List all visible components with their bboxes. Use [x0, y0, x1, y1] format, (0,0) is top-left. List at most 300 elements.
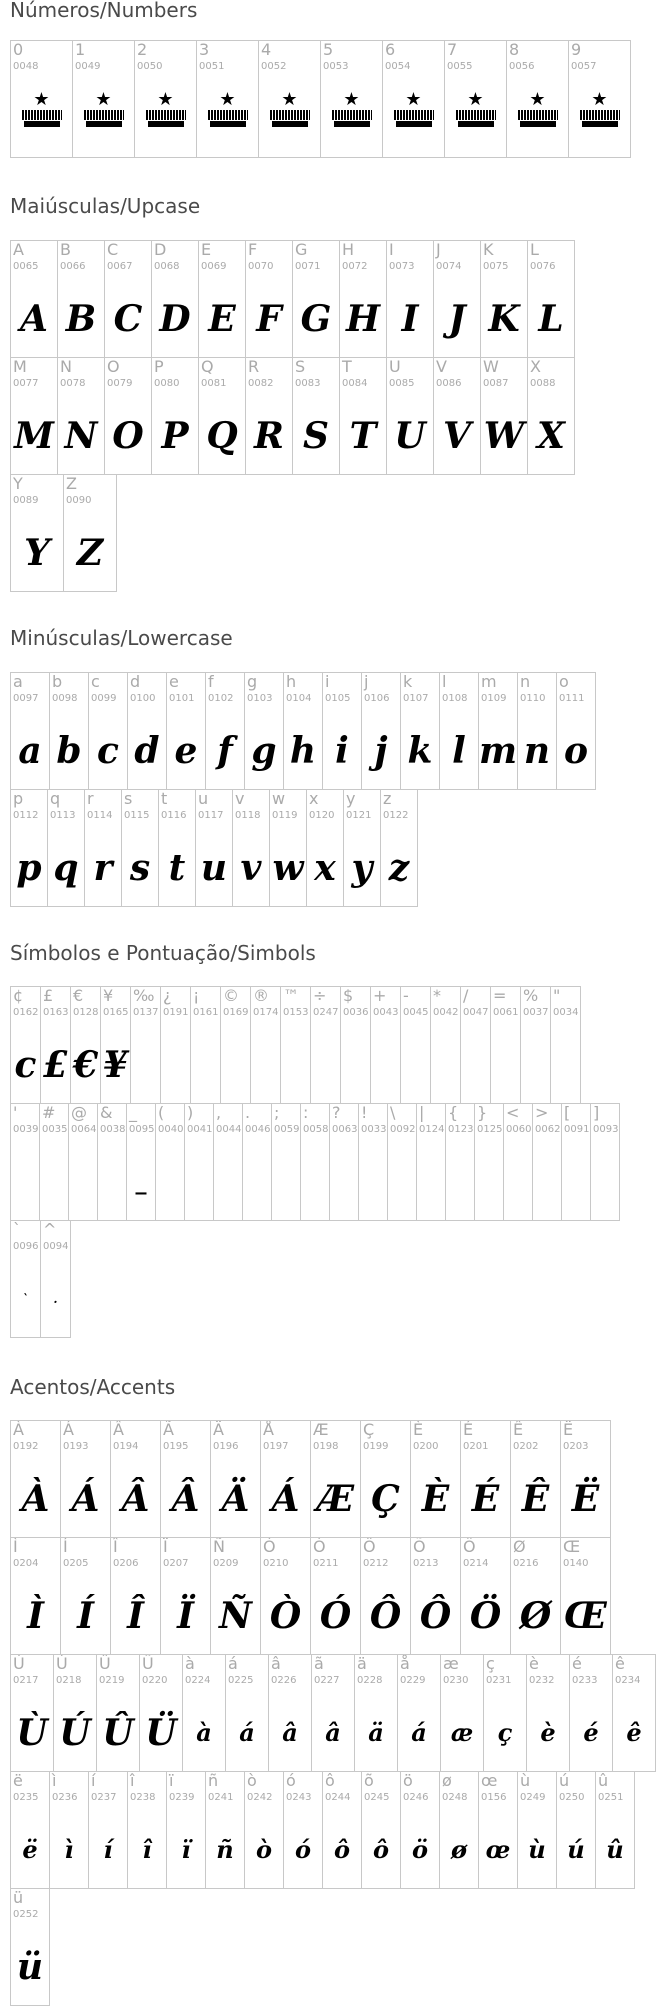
glyph-code-label: 0100	[130, 693, 156, 704]
glyph-code-label: 0075	[483, 261, 509, 272]
glyph-code-label: 0196	[213, 1441, 239, 1452]
glyph-sample: x	[314, 847, 336, 889]
glyph-char-label: ¿	[163, 986, 172, 1005]
glyph-sample: C	[113, 298, 143, 340]
glyph-char-label: ,	[216, 1103, 222, 1122]
glyph-char-label: C	[107, 240, 119, 259]
glyph-cell	[532, 1103, 562, 1221]
glyph-code-label: 0140	[563, 1558, 589, 1569]
glyph-sample: t	[168, 847, 186, 889]
glyph-char-label: 5	[323, 40, 334, 59]
glyph-char-label: ê	[615, 1654, 625, 1673]
glyph-char-label: E	[201, 240, 212, 259]
glyph-code-label: 0039	[13, 1124, 39, 1135]
glyph-sample: Â	[121, 1478, 150, 1520]
glyph-char-label: Û	[99, 1654, 111, 1673]
glyph-sample: ó	[294, 1835, 311, 1864]
glyph-cell	[430, 986, 461, 1104]
glyph-code-label: 0203	[563, 1441, 589, 1452]
glyph-sample: Ñ	[219, 1595, 252, 1637]
glyph-char-label: $	[343, 986, 354, 1005]
glyph-cell	[134, 40, 197, 158]
glyph-cell	[595, 1771, 635, 1889]
glyph-sample: î	[142, 1835, 152, 1864]
glyph-char-label: ø	[442, 1771, 452, 1790]
glyph-code-label: 0099	[91, 693, 117, 704]
glyph-char-label: I	[389, 240, 394, 259]
glyph-cell	[10, 240, 58, 358]
glyph-cell	[60, 1420, 111, 1538]
glyph-sample: A	[20, 298, 48, 340]
glyph-cell	[184, 1103, 214, 1221]
glyph-char-label: L	[530, 240, 539, 259]
glyph-code-label: 0066	[60, 261, 86, 272]
glyph-cell	[104, 357, 152, 475]
star-logo-icon: ★	[204, 91, 252, 135]
glyph-sample: Ô	[369, 1595, 402, 1637]
glyph-sample: c	[97, 730, 119, 772]
glyph-cell	[10, 672, 50, 790]
glyph-cell	[10, 789, 48, 907]
glyph-cell	[10, 1420, 61, 1538]
glyph-sample: Ó	[319, 1595, 352, 1637]
glyph-char-label: Ò	[263, 1537, 276, 1556]
glyph-char-label: ]	[593, 1103, 600, 1122]
glyph-sample: _	[135, 1169, 147, 1195]
glyph-code-label: 0128	[73, 1007, 99, 1018]
glyph-code-label: 0220	[142, 1675, 168, 1686]
glyph-code-label: 0080	[154, 378, 180, 389]
glyph-cell	[88, 672, 128, 790]
glyph-cell	[182, 1654, 226, 1772]
glyph-char-label: ë	[13, 1771, 23, 1790]
star-logo-icon: ★	[80, 91, 128, 135]
glyph-char-label: t	[161, 789, 168, 808]
glyph-char-label: c	[91, 672, 100, 691]
glyph-cell	[10, 357, 58, 475]
glyph-cell	[440, 1654, 484, 1772]
glyph-code-label: 0120	[309, 810, 335, 821]
glyph-code-label: 0036	[343, 1007, 369, 1018]
glyph-sample: j	[374, 730, 388, 772]
glyph-char-label: î	[130, 1771, 135, 1790]
glyph-sample: â	[325, 1718, 341, 1747]
glyph-char-label: k	[403, 672, 413, 691]
glyph-code-label: 0228	[357, 1675, 383, 1686]
glyph-code-label: 0162	[13, 1007, 39, 1018]
glyph-cell	[510, 1537, 561, 1655]
glyph-code-label: 0102	[208, 693, 234, 704]
glyph-cell	[245, 357, 293, 475]
glyph-char-label: Ü	[142, 1654, 154, 1673]
glyph-cell	[190, 986, 221, 1104]
glyph-code-label: 0037	[523, 1007, 549, 1018]
glyph-char-label: £	[43, 986, 54, 1005]
glyph-char-label: Ô	[363, 1537, 376, 1556]
star-logo-icon: ★	[514, 91, 562, 135]
glyph-char-label: i	[325, 672, 330, 691]
glyph-code-label: 0218	[56, 1675, 82, 1686]
glyph-cell	[269, 789, 307, 907]
glyph-sample: h	[289, 730, 317, 772]
glyph-char-label: €	[73, 986, 84, 1005]
glyph-sample: b	[56, 730, 82, 772]
glyph-code-label: 0054	[385, 61, 411, 72]
glyph-cell	[258, 40, 321, 158]
glyph-char-label: .	[245, 1103, 251, 1122]
glyph-code-label: 0049	[75, 61, 101, 72]
glyph-cell	[590, 1103, 620, 1221]
glyph-char-label: m	[481, 672, 497, 691]
glyph-code-label: 0174	[253, 1007, 279, 1018]
glyph-code-label: 0038	[100, 1124, 126, 1135]
glyph-cell	[10, 1888, 50, 2006]
glyph-code-label: 0113	[50, 810, 76, 821]
glyph-code-label: 0056	[509, 61, 535, 72]
glyph-sample: s	[129, 847, 151, 889]
glyph-code-label: 0065	[13, 261, 39, 272]
glyph-code-label: 0216	[513, 1558, 539, 1569]
glyph-char-label: ñ	[208, 1771, 219, 1790]
glyph-sample: ü	[16, 1946, 44, 1988]
glyph-char-label: |	[419, 1103, 425, 1122]
glyph-sample: y	[351, 847, 373, 889]
glyph-sample: n	[523, 730, 551, 772]
glyph-sample: N	[64, 415, 98, 457]
glyph-code-label: 0153	[283, 1007, 309, 1018]
glyph-char-label: g	[247, 672, 258, 691]
glyph-sample: v	[240, 847, 262, 889]
glyph-code-label: 0086	[436, 378, 462, 389]
glyph-char-label: h	[286, 672, 297, 691]
glyph-char-label: ^	[43, 1220, 57, 1239]
glyph-cell	[49, 672, 89, 790]
glyph-char-label: Í	[63, 1537, 68, 1556]
glyph-cell	[244, 672, 284, 790]
glyph-sample: M	[14, 415, 54, 457]
glyph-char-label: !	[361, 1103, 368, 1122]
glyph-char-label: Ì	[13, 1537, 18, 1556]
glyph-cell	[550, 986, 581, 1104]
glyph-code-label: 0108	[442, 693, 468, 704]
glyph-code-label: 0041	[187, 1124, 213, 1135]
glyph-code-label: 0035	[42, 1124, 68, 1135]
glyph-sample: W	[483, 415, 525, 457]
glyph-cell	[360, 1537, 411, 1655]
glyph-char-label: "	[553, 986, 561, 1005]
glyph-sample: æ	[450, 1718, 474, 1747]
glyph-cell	[520, 986, 551, 1104]
glyph-cell	[97, 1103, 127, 1221]
glyph-sample: .	[53, 1292, 58, 1306]
glyph-code-label: 0169	[223, 1007, 249, 1018]
glyph-char-label: d	[130, 672, 141, 691]
glyph-sample: Ì	[27, 1595, 44, 1637]
glyph-sample: Ú	[59, 1712, 91, 1754]
glyph-sample: í	[103, 1835, 113, 1864]
star-logo-icon: ★	[18, 91, 66, 135]
glyph-code-label: 0050	[137, 61, 163, 72]
glyph-code-label: 0195	[163, 1441, 189, 1452]
glyph-code-label: 0094	[43, 1241, 69, 1252]
glyph-sample: m	[479, 730, 518, 772]
glyph-char-label: :	[303, 1103, 309, 1122]
glyph-code-label: 0093	[593, 1124, 619, 1135]
glyph-code-label: 0122	[383, 810, 409, 821]
glyph-cell	[460, 1420, 511, 1538]
glyph-sample: ¥	[102, 1044, 129, 1086]
glyph-sample: Ä	[221, 1478, 250, 1520]
glyph-code-label: 0241	[208, 1792, 234, 1803]
glyph-char-label: D	[154, 240, 167, 259]
glyph-sample: â	[282, 1718, 298, 1747]
glyph-sample: é	[583, 1718, 599, 1747]
glyph-cell	[166, 672, 206, 790]
glyph-code-label: 0219	[99, 1675, 125, 1686]
glyph-cell	[53, 1654, 97, 1772]
glyph-char-label: n	[520, 672, 531, 691]
glyph-cell	[57, 357, 105, 475]
glyph-cell	[310, 1420, 361, 1538]
glyph-sample: Ö	[469, 1595, 502, 1637]
glyph-char-label: é	[572, 1654, 582, 1673]
glyph-sample: T	[349, 415, 377, 457]
glyph-code-label: 0059	[274, 1124, 300, 1135]
glyph-cell	[503, 1103, 533, 1221]
glyph-sample: €	[72, 1044, 99, 1086]
glyph-code-label: 0062	[535, 1124, 561, 1135]
glyph-cell	[88, 1771, 128, 1889]
glyph-char-label: ¥	[103, 986, 114, 1005]
glyph-char-label: -	[403, 986, 409, 1005]
glyph-cell	[260, 1420, 311, 1538]
glyph-code-label: 0063	[332, 1124, 358, 1135]
glyph-code-label: 0052	[261, 61, 287, 72]
glyph-char-label: x	[309, 789, 319, 808]
upcase-grid	[10, 240, 655, 591]
glyph-cell	[250, 986, 281, 1104]
glyph-cell	[517, 1771, 557, 1889]
glyph-char-label: Ú	[56, 1654, 68, 1673]
glyph-cell	[210, 1420, 261, 1538]
glyph-sample: H	[345, 298, 380, 340]
glyph-code-label: 0055	[447, 61, 473, 72]
glyph-sample: l	[452, 730, 466, 772]
glyph-char-label: V	[436, 357, 447, 376]
glyph-char-label: X	[530, 357, 541, 376]
glyph-code-label: 0225	[228, 1675, 254, 1686]
glyph-code-label: 0163	[43, 1007, 69, 1018]
glyph-cell	[40, 1220, 71, 1338]
glyph-sample: á	[239, 1718, 255, 1747]
glyph-sample: Œ	[564, 1595, 607, 1637]
glyph-code-label: 0251	[598, 1792, 624, 1803]
glyph-sample: o	[563, 730, 588, 772]
glyph-char-label: õ	[364, 1771, 374, 1790]
glyph-code-label: 0083	[295, 378, 321, 389]
glyph-code-label: 0047	[463, 1007, 489, 1018]
glyph-cell	[439, 1771, 479, 1889]
glyph-code-label: 0201	[463, 1441, 489, 1452]
lowercase-grid	[10, 672, 655, 906]
glyph-code-label: 0068	[154, 261, 180, 272]
glyph-cell	[382, 40, 445, 158]
glyph-char-label: f	[208, 672, 214, 691]
glyph-char-label: w	[272, 789, 286, 808]
glyph-code-label: 0071	[295, 261, 321, 272]
glyph-sample: Î	[127, 1595, 144, 1637]
glyph-code-label: 0121	[346, 810, 372, 821]
glyph-cell	[220, 986, 251, 1104]
glyph-char-label: s	[124, 789, 133, 808]
glyph-char-label: ò	[247, 1771, 257, 1790]
glyph-sample: r	[93, 847, 113, 889]
glyph-char-label: Å	[263, 1420, 274, 1439]
glyph-code-label: 0194	[113, 1441, 139, 1452]
glyph-cell	[244, 1771, 284, 1889]
glyph-sample: ò	[255, 1835, 272, 1864]
glyph-cell	[196, 40, 259, 158]
glyph-char-label: ï	[169, 1771, 174, 1790]
glyph-cell	[311, 1654, 355, 1772]
glyph-char-label: 4	[261, 40, 272, 59]
glyph-char-label: À	[13, 1420, 24, 1439]
glyph-code-label: 0101	[169, 693, 195, 704]
glyph-char-label: ú	[559, 1771, 570, 1790]
glyph-cell	[410, 1420, 461, 1538]
glyph-code-label: 0198	[313, 1441, 339, 1452]
glyph-cell	[400, 672, 440, 790]
glyph-char-label: 8	[509, 40, 520, 59]
glyph-cell	[478, 672, 518, 790]
glyph-char-label: #	[42, 1103, 56, 1122]
glyph-sample: G	[300, 298, 332, 340]
glyph-char-label: v	[235, 789, 245, 808]
glyph-cell	[121, 789, 159, 907]
glyph-cell	[360, 1420, 411, 1538]
glyph-cell	[397, 1654, 441, 1772]
glyph-code-label: 0040	[158, 1124, 184, 1135]
glyph-char-label: ô	[325, 1771, 335, 1790]
glyph-char-label: *	[433, 986, 441, 1005]
glyph-cell	[130, 986, 161, 1104]
glyph-code-label: 0210	[263, 1558, 289, 1569]
glyph-cell	[260, 1537, 311, 1655]
glyph-sample: z	[388, 847, 410, 889]
glyph-code-label: 0079	[107, 378, 133, 389]
glyph-code-label: 0137	[133, 1007, 159, 1018]
glyph-cell	[556, 1771, 596, 1889]
glyph-char-label: 3	[199, 40, 210, 59]
glyph-cell	[568, 40, 631, 158]
glyph-code-label: 0107	[403, 693, 429, 704]
glyph-code-label: 0058	[303, 1124, 329, 1135]
glyph-char-label: ‰	[133, 986, 155, 1005]
glyph-code-label: 0125	[477, 1124, 503, 1135]
star-logo-icon: ★	[390, 91, 438, 135]
glyph-char-label: Ê	[513, 1420, 524, 1439]
glyph-sample: i	[335, 730, 349, 772]
glyph-cell	[70, 986, 101, 1104]
glyph-char-label: Ë	[563, 1420, 574, 1439]
glyph-code-label: 0106	[364, 693, 390, 704]
glyph-cell	[268, 1654, 312, 1772]
glyph-char-label: Æ	[313, 1420, 329, 1439]
glyph-char-label: Õ	[413, 1537, 426, 1556]
glyph-cell	[49, 1771, 89, 1889]
glyph-code-label: 0090	[66, 495, 92, 506]
glyph-char-label: H	[342, 240, 355, 259]
glyph-char-label: 0	[13, 40, 24, 59]
glyph-char-label: Ó	[313, 1537, 326, 1556]
glyph-char-label: r	[87, 789, 94, 808]
glyph-char-label: ó	[286, 1771, 296, 1790]
glyph-sample: ñ	[216, 1835, 234, 1864]
glyph-code-label: 0214	[463, 1558, 489, 1569]
glyph-code-label: 0227	[314, 1675, 340, 1686]
glyph-cell	[322, 672, 362, 790]
glyph-sample: Y	[24, 532, 50, 574]
glyph-cell	[358, 1103, 388, 1221]
glyph-cell	[283, 672, 323, 790]
glyph-cell	[339, 240, 387, 358]
glyph-cell	[160, 986, 191, 1104]
star-logo-icon: ★	[328, 91, 376, 135]
glyph-char-label: œ	[481, 1771, 498, 1790]
glyph-sample: `	[22, 1292, 29, 1306]
glyph-sample: ç	[497, 1718, 513, 1747]
glyph-code-label: 0124	[419, 1124, 445, 1135]
glyph-cell	[410, 1537, 461, 1655]
glyph-cell	[283, 1771, 323, 1889]
glyph-sample: £	[42, 1044, 69, 1086]
glyph-char-label: à	[185, 1654, 195, 1673]
glyph-cell	[444, 40, 507, 158]
glyph-sample: e	[174, 730, 198, 772]
glyph-char-label: U	[389, 357, 401, 376]
glyph-char-label: q	[50, 789, 61, 808]
glyph-sample: Û	[102, 1712, 134, 1754]
glyph-char-label: ã	[314, 1654, 324, 1673]
glyph-code-label: 0250	[559, 1792, 585, 1803]
glyph-code-label: 0165	[103, 1007, 129, 1018]
glyph-code-label: 0244	[325, 1792, 351, 1803]
glyph-char-label: K	[483, 240, 494, 259]
glyph-char-label: @	[71, 1103, 87, 1122]
glyph-code-label: 0077	[13, 378, 39, 389]
glyph-char-label: ü	[13, 1888, 24, 1907]
glyph-char-label: Ù	[13, 1654, 25, 1673]
glyph-sample: ù	[528, 1835, 546, 1864]
glyph-cell	[506, 40, 569, 158]
glyph-char-label: Ã	[163, 1420, 174, 1439]
glyph-sample: À	[21, 1478, 50, 1520]
section-title-accents: Acentos/Accents	[10, 1375, 176, 1399]
glyph-cell	[292, 357, 340, 475]
glyph-char-label: J	[436, 240, 441, 259]
glyph-char-label: Á	[63, 1420, 74, 1439]
star-logo-icon: ★	[452, 91, 500, 135]
glyph-cell	[612, 1654, 656, 1772]
glyph-char-label: F	[248, 240, 258, 259]
glyph-cell	[433, 240, 481, 358]
glyph-code-label: 0245	[364, 1792, 390, 1803]
section-title-lowercase: Minúsculas/Lowercase	[10, 626, 233, 650]
glyph-char-label: Z	[66, 474, 77, 493]
glyph-code-label: 0081	[201, 378, 227, 389]
glyph-cell	[139, 1654, 183, 1772]
glyph-cell	[370, 986, 401, 1104]
